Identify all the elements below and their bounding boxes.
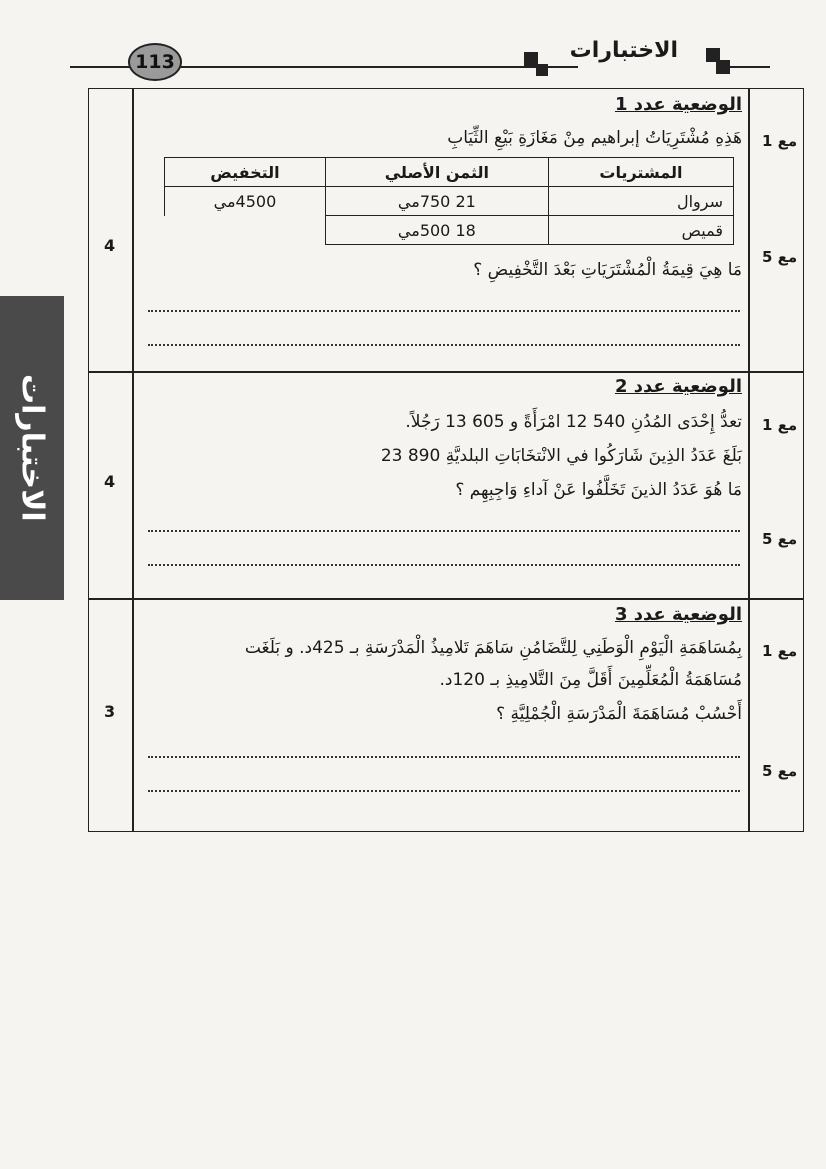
- situation-1-criterion-2: مع 5: [762, 248, 798, 266]
- table-header-row: [165, 158, 734, 187]
- situation-2-title: الوضعية عدد 2: [614, 376, 742, 397]
- situation-3-criterion-2: مع 5: [762, 762, 798, 780]
- table-row: [165, 216, 734, 245]
- situation-1-criterion-1: مع 1: [762, 132, 798, 150]
- situation-3-question: أَحْسُبْ مُسَاهَمَةَ الْمَدْرَسَةِ الْجُمْلِيَّةِ ؟: [496, 704, 742, 724]
- situation-3-mark: 3: [104, 702, 116, 721]
- row-divider: [88, 598, 804, 600]
- cell-price: 21 750مي: [325, 187, 548, 216]
- situation-2-criterion-1: مع 1: [762, 416, 798, 434]
- situation-1-question: مَا هِيَ قِيمَةُ الْمُشْتَرَيَاتِ بَعْدَ التَّخْفِيضِ ؟: [473, 260, 742, 280]
- page-title: الاختبارات: [569, 38, 678, 63]
- answer-line[interactable]: [148, 790, 740, 792]
- header-rule-left: [70, 66, 130, 68]
- situation-1-mark: 4: [104, 236, 116, 255]
- situation-3-criterion-1: مع 1: [762, 642, 798, 660]
- answer-line[interactable]: [148, 344, 740, 346]
- header-original-price: الثمن الأصلي: [325, 158, 548, 187]
- cell-item: قميص: [548, 216, 733, 245]
- header-discount: التخفيض: [165, 158, 326, 187]
- answer-line[interactable]: [148, 530, 740, 532]
- header-purchases: المشتريات: [548, 158, 733, 187]
- header-rule-right: [730, 66, 770, 68]
- header-rule-middle: [178, 66, 578, 68]
- situation-1-intro: هَذِهِ مُشْتَرِيَاتُ إبراهيم مِنْ مَغَازَةِ بَيْعِ الثِّيَابِ: [447, 128, 742, 148]
- situation-1-title: الوضعية عدد 1: [614, 94, 742, 115]
- cell-item: سروال: [548, 187, 733, 216]
- cell-discount: [165, 216, 326, 245]
- answer-line[interactable]: [148, 756, 740, 758]
- situation-3-line-2: مُسَاهَمَةُ الْمُعَلِّمِينَ أَقَلَّ مِنَ التَّلامِيذِ بـ 120د.: [439, 670, 742, 690]
- square-icon: [536, 64, 548, 76]
- answer-line[interactable]: [148, 310, 740, 312]
- situation-3-line-1: بِمُسَاهَمَةِ الْيَوْمِ الْوَطَنِي لِلتَّضَامُنِ سَاهَمَ تَلامِيذُ الْمَدْرَسَةِ بـ 425د. و بَلَغَت: [244, 638, 742, 658]
- cell-price: 18 500مي: [325, 216, 548, 245]
- cell-discount: 4500مي: [165, 187, 326, 216]
- page-number: 113: [128, 43, 182, 81]
- mark-column-divider: [132, 88, 134, 832]
- situation-2-line-2: بَلَغَ عَدَدُ الذِينَ شَارَكُوا في الانْتخَابَاتِ البلديَّةِ 890 23: [380, 446, 742, 466]
- side-tab: [0, 296, 64, 600]
- situation-3-title: الوضعية عدد 3: [614, 604, 742, 625]
- row-divider: [88, 371, 804, 373]
- situation-2-criterion-2: مع 5: [762, 530, 798, 548]
- table-row: [165, 187, 734, 216]
- situation-2-question: مَا هُوَ عَدَدُ الذينَ تَخَلَّفُوا عَنْ آداءِ وَاجِبِهِم ؟: [455, 480, 742, 500]
- answer-line[interactable]: [148, 564, 740, 566]
- situation-2-mark: 4: [104, 472, 116, 491]
- square-icon: [716, 60, 730, 74]
- criteria-column-divider: [748, 88, 750, 832]
- purchases-table: [164, 157, 734, 245]
- side-tab-label: الاختبارات: [14, 374, 50, 522]
- situation-2-line-1: تعدُّ إِحْدَى المُدُنِ 540 12 امْرَأَةً و 605 13 رَجُلاً.: [405, 412, 742, 432]
